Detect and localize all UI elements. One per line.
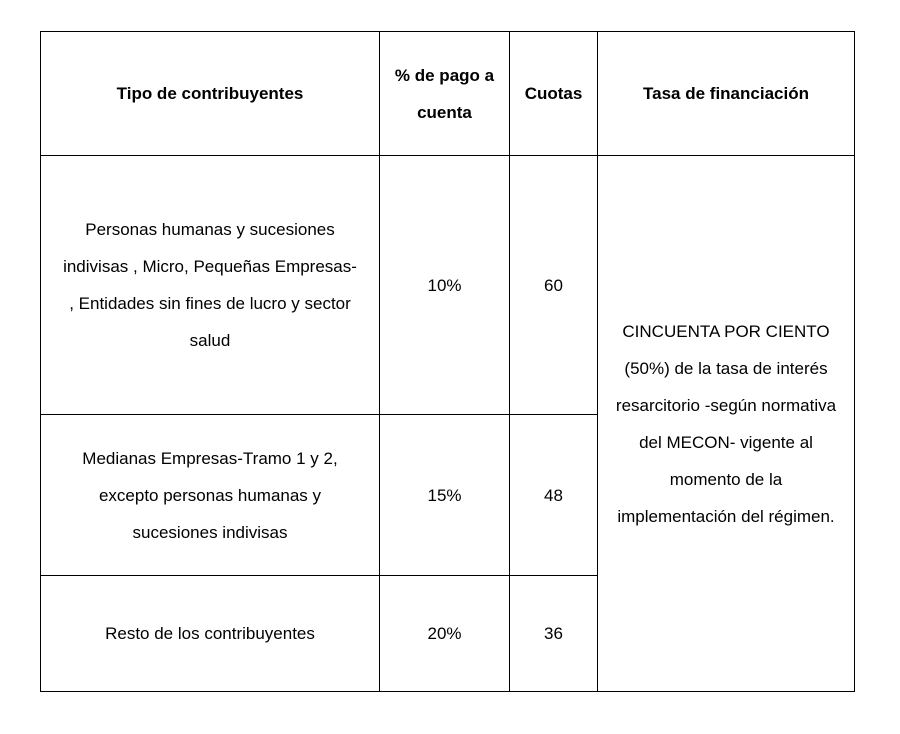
cell-pago: 15% bbox=[380, 415, 510, 576]
header-cuotas: Cuotas bbox=[510, 32, 598, 156]
header-tipo-contribuyentes: Tipo de contribuyentes bbox=[41, 32, 380, 156]
cell-pago: 20% bbox=[380, 576, 510, 692]
header-tasa-financiacion: Tasa de financiación bbox=[598, 32, 855, 156]
header-pago-a-cuenta: % de pago a cuenta bbox=[380, 32, 510, 156]
cell-tasa-financiacion: CINCUENTA POR CIENTO (50%) de la tasa de interés resarcitorio -según normativa del MECON- vigente al momento de la implementación del régimen. bbox=[598, 156, 855, 692]
financing-table bbox=[40, 31, 855, 692]
table-row bbox=[41, 156, 855, 415]
cell-cuotas: 48 bbox=[510, 415, 598, 576]
cell-tipo: Medianas Empresas-Tramo 1 y 2, excepto personas humanas y sucesiones indivisas bbox=[41, 415, 380, 576]
cell-tipo: Resto de los contribuyentes bbox=[41, 576, 380, 692]
table-header-row bbox=[41, 32, 855, 156]
cell-cuotas: 60 bbox=[510, 156, 598, 415]
cell-cuotas: 36 bbox=[510, 576, 598, 692]
cell-pago: 10% bbox=[380, 156, 510, 415]
cell-tipo: Personas humanas y sucesiones indivisas , Micro, Pequeñas Empresas- , Entidades sin fines de lucro y sector salud bbox=[41, 156, 380, 415]
